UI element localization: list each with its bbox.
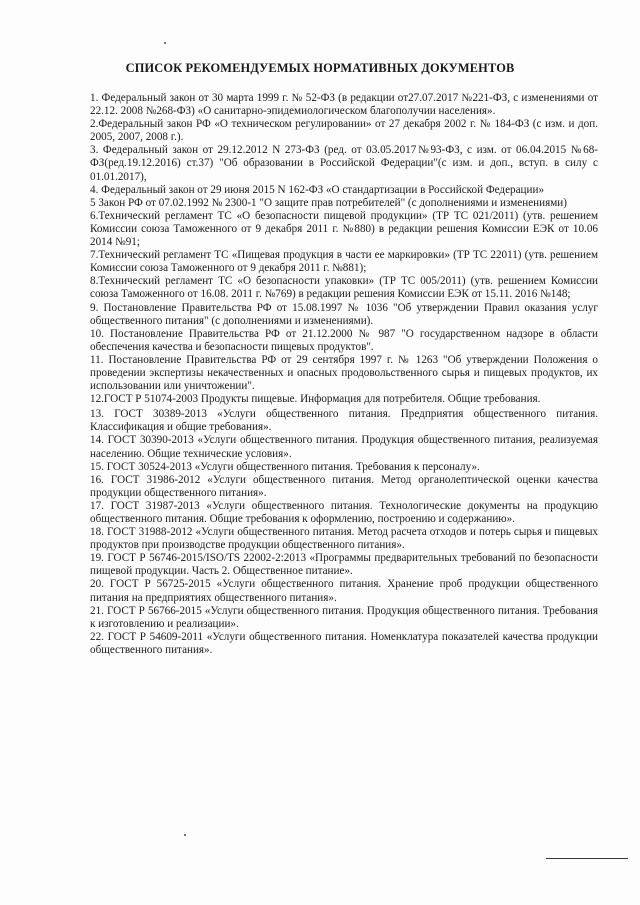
list-item: 9. Постановление Правительства РФ от 15.08.1997 № 1036 "Об утверждении Правил оказания услуг общественного питания" (с дополнениями и изменениями). xyxy=(90,301,598,327)
list-item: 15. ГОСТ 30524-2013 «Услуги общественного питания. Требования к персоналу». xyxy=(90,460,480,473)
list-item: 2.Федеральный закон РФ «О техническом регулировании» от 27 декабря 2002 г. № 184-ФЗ (с изм. и доп. 2005, 2007, 2008 г.). xyxy=(90,118,598,144)
list-item: 6.Технический регламент ТС «О безопасности пищевой продукции» (ТР ТС 021/2011) (утв. решением Комиссии союза Таможенного от 9 декабря 2011 г. №880) в редакции решения Комиссии ЕЭК от 10.06 2014 №91; xyxy=(90,209,598,249)
list-item: 1. Федеральный закон от 30 марта 1999 г. № 52-ФЗ (в редакции от27.07.2017 №221-ФЗ, с изменениями от 22.12. 2008 №268-ФЗ) «О санитарно-эпидемиологическом благополучии населения». xyxy=(90,92,598,118)
list-item: 20. ГОСТ Р 56725-2015 «Услуги общественного питания. Хранение проб продукции общественного питания на предприятиях общественного питания». xyxy=(90,578,598,604)
list-item: 14. ГОСТ 30390-2013 «Услуги общественного питания. Продукция общественного питания, реализуемая населению. Общие технические условия». xyxy=(90,434,598,460)
list-item: 11. Постановление Правительства РФ от 29 сентября 1997 г. № 1263 "Об утверждении Положения о проведении экспертизы некачественных и опасных продовольственного сырья и пищевых продуктов, их использовании или уничтожении". xyxy=(90,353,598,393)
list-item: 17. ГОСТ 31987-2013 «Услуги общественного питания. Технологические документы на продукцию общественного питания. Общие требования к оформлению, построению и содержанию». xyxy=(90,499,598,525)
list-item: 3. Федеральный закон от 29.12.2012 N 273-ФЗ (ред. от 03.05.2017№93-ФЗ, с изм. от 06.04.2015 №68-ФЗ(ред.19.12.2016) ст.37) "Об образовании в Российской Федерации"(с изм. и доп., вступ. в силу с 01.01.2017), xyxy=(90,144,598,183)
scan-speck xyxy=(184,834,186,836)
scan-speck xyxy=(164,42,166,44)
scan-line xyxy=(546,858,628,859)
list-item: 10. Постановление Правительства РФ от 21.12.2000 № 987 "О государственном надзоре в области обеспечения качества и безопасности пищевых продуктов". xyxy=(90,327,598,353)
list-item: 4. Федеральный закон от 29 июня 2015 N 162-ФЗ «О стандартизации в Российской Федерации» xyxy=(90,183,545,196)
list-item: 12.ГОСТ Р 51074-2003 Продукты пищевые. Информация для потребителя. Общие требования. xyxy=(90,393,541,406)
list-item: 8.Технический регламент ТС «О безопасности упаковки» (ТР ТС 005/2011) (утв. решением Комиссии союза Таможенного от 16.08. 2011 г. №769) в редакции решения Комиссии ЕЭК от 15.11. 2016 №148; xyxy=(90,275,598,301)
page-title: СПИСОК РЕКОМЕНДУЕМЫХ НОРМАТИВНЫХ ДОКУМЕНТОВ xyxy=(125,61,515,75)
list-item: 7.Технический регламент ТС «Пищевая продукция в части ее маркировки» (ТР ТС 22011) (утв. решением Комиссии союза Таможенного от 9 декабря 2011 г. №881); xyxy=(90,249,598,275)
list-item: 5 Закон РФ от 07.02.1992 № 2300-1 "О защите прав потребителей" (с дополнениями и изменениями) xyxy=(90,196,567,209)
list-item: 19. ГОСТ Р 56746-2015/ISO/TS 22002-2:2013 «Программы предварительных требований по безопасности пищевой продукции. Часть 2. Общественное питание». xyxy=(90,552,598,578)
list-item: 21. ГОСТ Р 56766-2015 «Услуги общественного питания. Продукция общественного питания. Требования к изготовлению и реализации». xyxy=(90,604,598,630)
document-list xyxy=(90,92,598,657)
list-item: 16. ГОСТ 31986-2012 «Услуги общественного питания. Метод органолептической оценки качества продукции общественного питания». xyxy=(90,473,598,499)
list-item: 22. ГОСТ Р 54609-2011 «Услуги общественного питания. Номенклатура показателей качества продукции общественного питания». xyxy=(90,630,598,656)
list-item: 18. ГОСТ 31988-2012 «Услуги общественного питания. Метод расчета отходов и потерь сырья и пищевых продуктов при производстве продукции общественного питания». xyxy=(90,526,598,552)
list-item: 13. ГОСТ 30389-2013 «Услуги общественного питания. Предприятия общественного питания. Классификация и общие требования». xyxy=(90,408,598,434)
